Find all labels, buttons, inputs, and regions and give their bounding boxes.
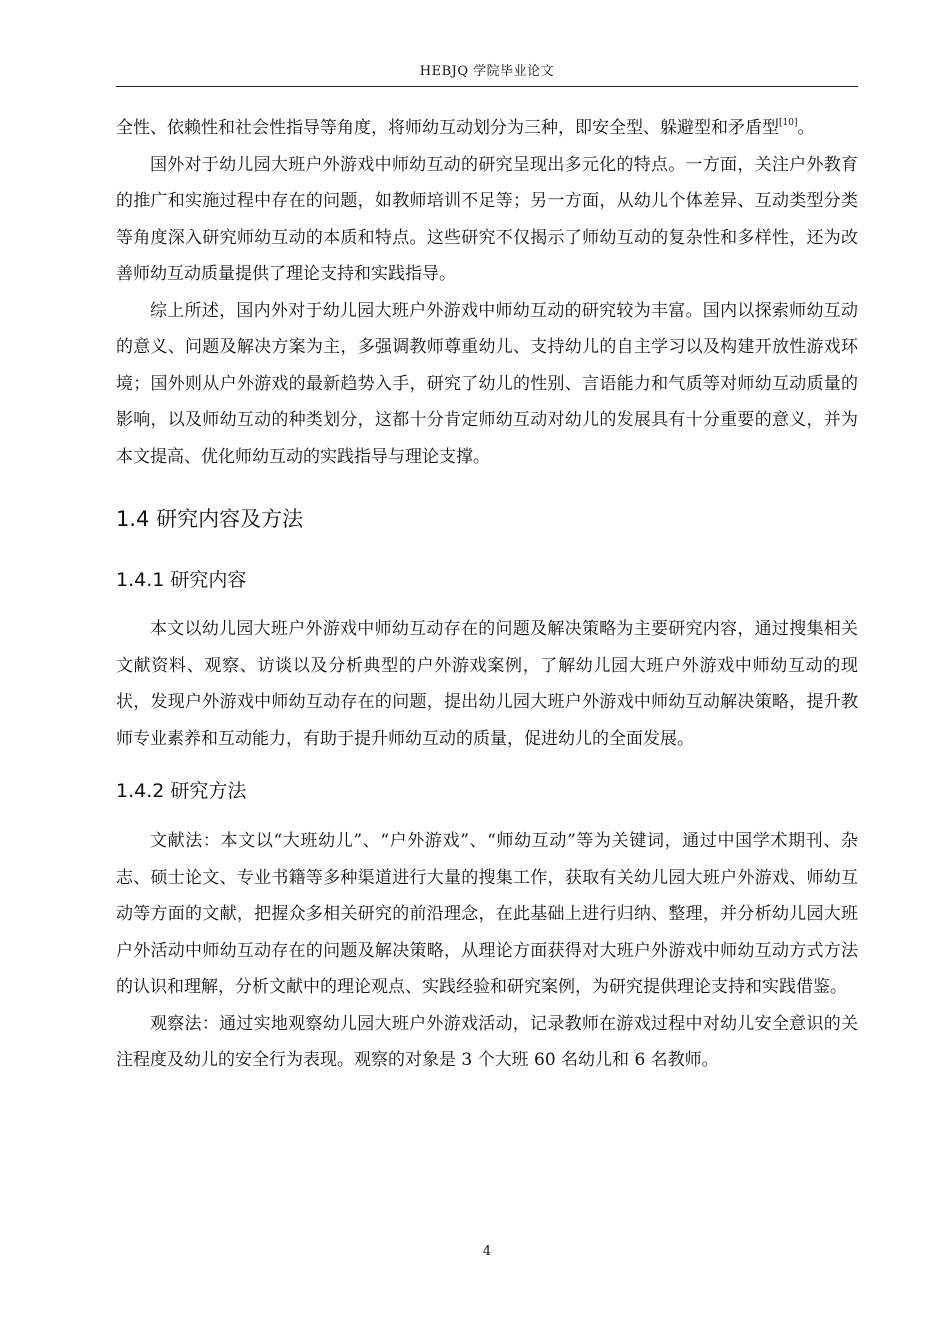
paragraph-foreign-research: 国外对于幼儿园大班户外游戏中师幼互动的研究呈现出多元化的特点。一方面，关注户外教育的推广和实施过程中存在的问题，如教师培训不足等；另一方面，从幼儿个体差异、互动类型分类等角度深入研究师幼互动的本质和特点。这些研究不仅揭示了师幼互动的复杂性和多样性，还为改善师幼互动质量提供了理论支持和实践指导。 (116, 154, 858, 284)
paragraph-summary: 综上所述，国内外对于幼儿园大班户外游戏中师幼互动的研究较为丰富。国内以探索师幼互动的意义、问题及解决方案为主，多强调教师尊重幼儿、支持幼儿的自主学习以及构建开放性游戏环境；国外则从户外游戏的最新趋势入手，研究了幼儿的性别、言语能力和气质等对师幼互动质量的影响，以及师幼互动的种类划分，这都十分肯定师幼互动对幼儿的发展具有十分重要的意义，并为本文提高、优化师幼互动的实践指导与理论支撑。 (116, 300, 858, 467)
section-heading-1-4-2: 1.4.2 研究方法 (116, 780, 247, 802)
paragraph-continued (116, 110, 858, 147)
paragraph-observation-method: 观察法：通过实地观察幼儿园大班户外游戏活动，记录教师在游戏过程中对幼儿安全意识的关注程度及幼儿的安全行为表现。观察的对象是 3 个大班 60 名幼儿和 6 名教师。 (116, 1013, 858, 1070)
paragraph-literature-method: 文献法：本文以“大班幼儿”、“户外游戏”、“师幼互动”等为关键词，通过中国学术期刊、杂志、硕士论文、专业书籍等多种渠道进行大量的搜集工作，获取有关幼儿园大班户外游戏、师幼互动等方面的文献，把握众多相关研究的前沿理念，在此基础上进行归纳、整理，并分析幼儿园大班户外活动中师幼互动存在的问题及解决策略，从理论方面获得对大班户外游戏中师幼互动方式方法的认识和理解，分析文献中的理论观点、实践经验和研究案例，为研究提供理论支持和实践借鉴。 (116, 831, 858, 997)
citation-marker: [10] (779, 118, 798, 128)
paragraph-text: 全性、依赖性和社会性指导等角度，将师幼互动划分为三种，即安全型、躲避型和矛盾型 (116, 118, 779, 138)
page-header: HEBJQ 学院毕业论文 (419, 64, 555, 79)
section-heading-1-4-1: 1.4.1 研究内容 (116, 569, 247, 591)
paragraph-tail: 。 (797, 118, 815, 138)
page-number: 4 (482, 1244, 492, 1259)
page-content (116, 110, 858, 1079)
header-rule (116, 86, 858, 87)
section-heading-1-4: 1.4 研究内容及方法 (116, 507, 304, 531)
paragraph-research-content: 本文以幼儿园大班户外游戏中师幼互动存在的问题及解决策略为主要研究内容，通过搜集相关文献资料、观察、访谈以及分析典型的户外游戏案例，了解幼儿园大班户外游戏中师幼互动的现状，发现户外游戏中师幼互动存在的问题，提出幼儿园大班户外游戏中师幼互动解决策略，提升教师专业素养和互动能力，有助于提升师幼互动的质量，促进幼儿的全面发展。 (116, 619, 858, 749)
